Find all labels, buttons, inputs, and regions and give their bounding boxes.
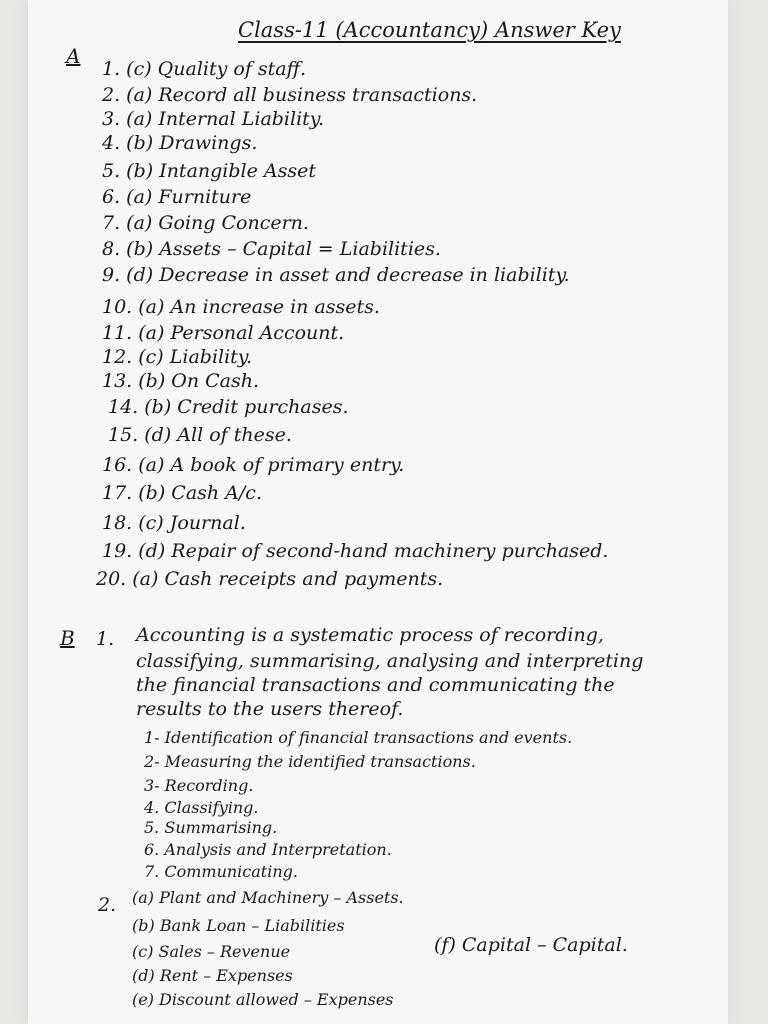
answer-a-3: 3. (a) Internal Liability. [102,108,325,130]
b1-step-7: 7. Communicating. [144,862,298,881]
answer-a-6: 6. (a) Furniture [102,186,252,208]
answer-sheet [28,0,728,1024]
answer-a-19: 19. (d) Repair of second-hand machinery purchased. [102,540,609,562]
answer-a-1: 1. (c) Quality of staff. [102,58,307,80]
question-b-2-number: 2. [98,894,117,916]
b1-step-6: 6. Analysis and Interpretation. [144,840,392,859]
b1-text-line-2: classifying, summarising, analysing and interpreting [136,650,644,672]
b1-step-5: 5. Summarising. [144,818,278,837]
b2-item-b: (b) Bank Loan – Liabilities [132,916,345,935]
page-title: Class-11 (Accountancy) Answer Key [238,18,621,42]
b1-step-3: 3- Recording. [144,776,254,795]
answer-a-18: 18. (c) Journal. [102,512,246,534]
answer-a-8: 8. (b) Assets – Capital = Liabilities. [102,238,441,260]
b1-text-line-3: the financial transactions and communicating the [136,674,615,696]
b1-text-line-1: Accounting is a systematic process of recording, [136,624,604,646]
b2-item-a: (a) Plant and Machinery – Assets. [132,888,404,907]
b1-step-4: 4. Classifying. [144,798,259,817]
b1-step-1: 1- Identification of financial transactions and events. [144,728,573,747]
answer-a-16: 16. (a) A book of primary entry. [102,454,405,476]
section-b-marker: B [60,626,75,650]
answer-a-11: 11. (a) Personal Account. [102,322,345,344]
answer-a-5: 5. (b) Intangible Asset [102,160,317,182]
b2-item-d: (d) Rent – Expenses [132,966,293,985]
answer-a-7: 7. (a) Going Concern. [102,212,309,234]
b2-item-e: (e) Discount allowed – Expenses [132,990,394,1009]
answer-a-12: 12. (c) Liability. [102,346,253,368]
answer-a-20: 20. (a) Cash receipts and payments. [96,568,444,590]
answer-a-15: 15. (d) All of these. [108,424,292,446]
answer-a-14: 14. (b) Credit purchases. [108,396,349,418]
question-b-1-number: 1. [96,628,115,650]
section-a-marker: A [66,44,81,68]
answer-a-13: 13. (b) On Cash. [102,370,260,392]
answer-a-17: 17. (b) Cash A/c. [102,482,262,504]
answer-a-2: 2. (a) Record all business transactions. [102,84,478,106]
b2-item-c: (c) Sales – Revenue [132,942,291,961]
answer-a-9: 9. (d) Decrease in asset and decrease in liability. [102,264,570,286]
b2-item-f: (f) Capital – Capital. [434,934,628,956]
answer-a-10: 10. (a) An increase in assets. [102,296,380,318]
answer-a-4: 4. (b) Drawings. [102,132,258,154]
b1-text-line-4: results to the users thereof. [136,698,404,720]
b1-step-2: 2- Measuring the identified transactions. [144,752,476,771]
